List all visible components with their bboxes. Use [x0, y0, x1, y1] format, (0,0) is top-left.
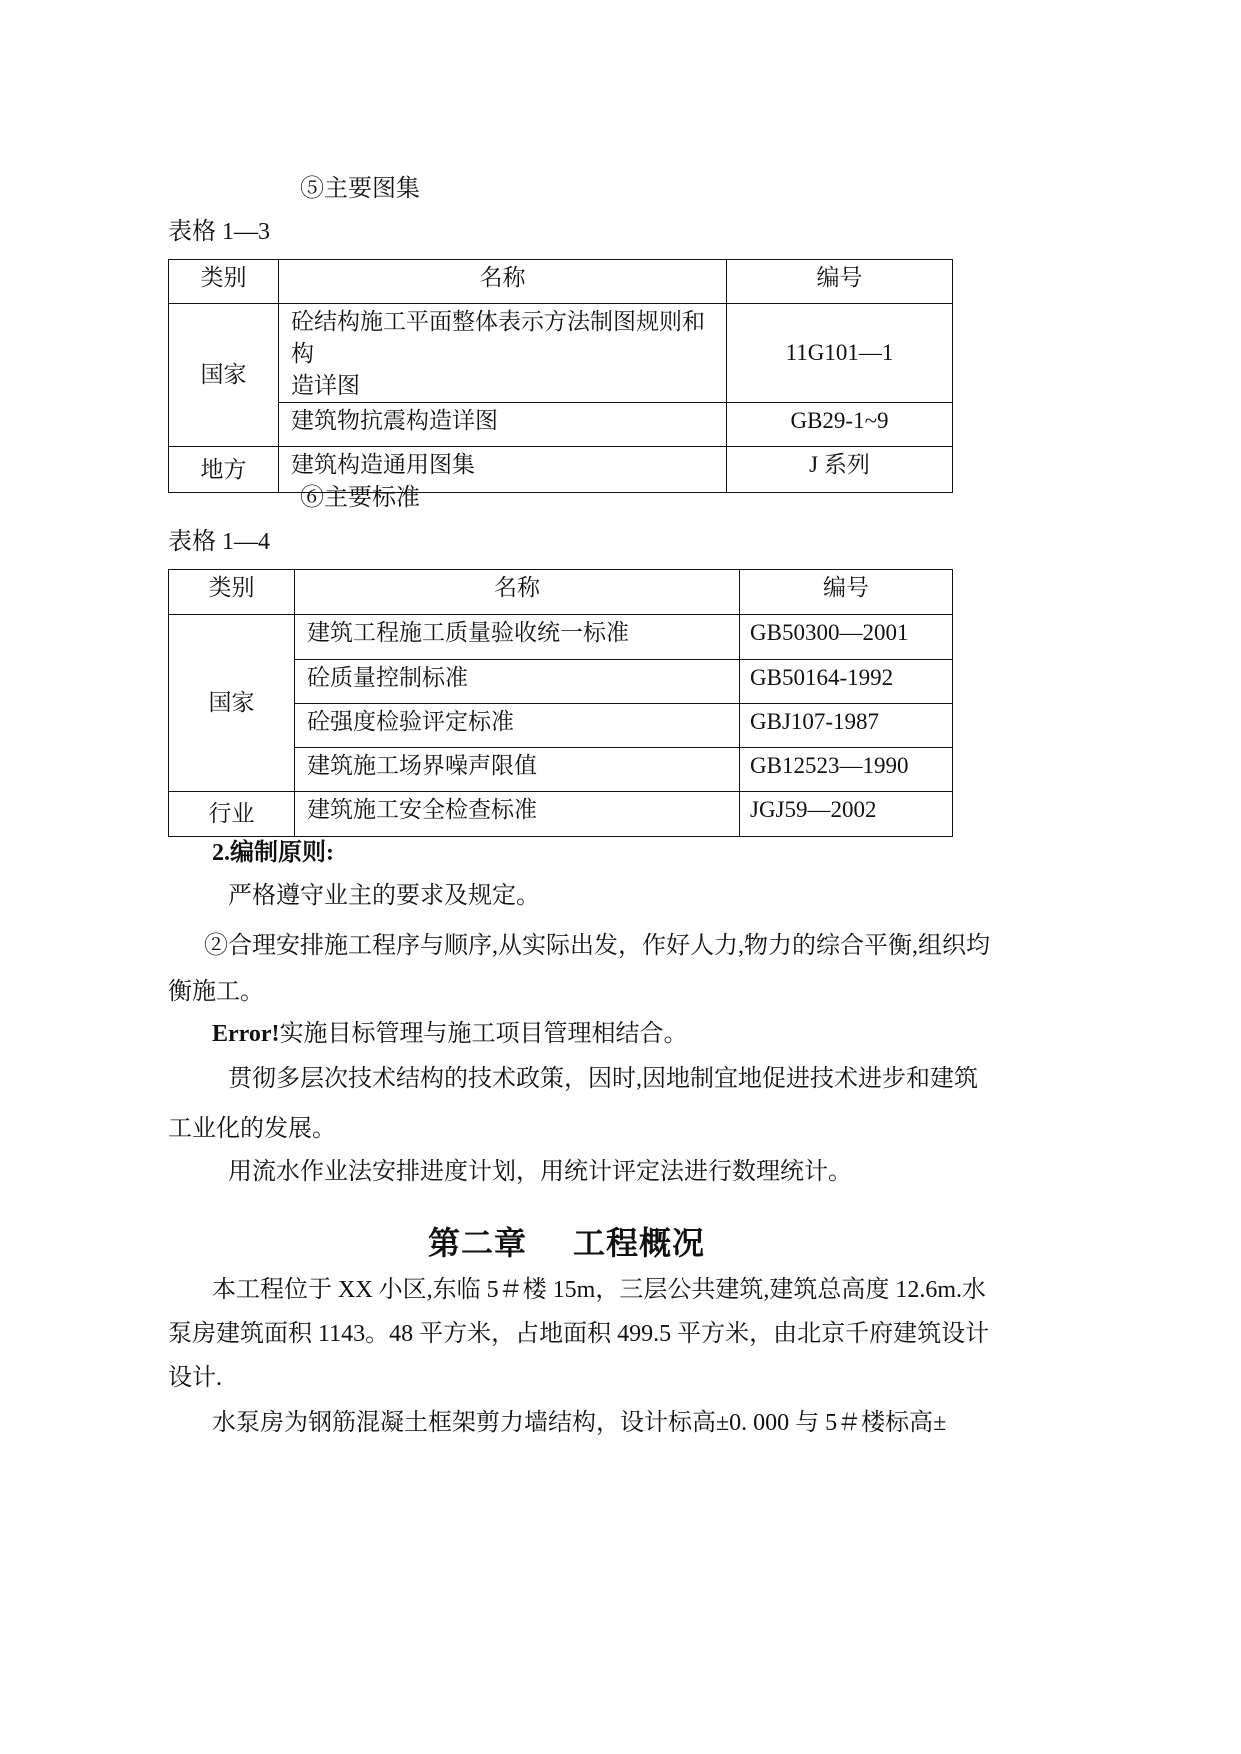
table-header-row — [169, 570, 953, 615]
header-code: 编号 — [740, 570, 953, 615]
principle-paragraph: 贯彻多层次技术结构的技术政策，因时,因地制宜地促进技术进步和建筑 — [228, 1066, 978, 1092]
code-cell: GB12523—1990 — [740, 748, 953, 792]
section5-heading: ⑤主要图集 — [300, 176, 420, 202]
code-cell: JGJ59—2002 — [740, 792, 953, 837]
name-cell: 砼质量控制标准 — [295, 660, 740, 704]
principle-paragraph: 衡施工。 — [168, 979, 264, 1005]
name-cell: 砼强度检验评定标准 — [295, 704, 740, 748]
code-cell: GB50300—2001 — [740, 615, 953, 660]
code-cell: 11G101—1 — [727, 304, 953, 403]
name-cell: 建筑工程施工质量验收统一标准 — [295, 615, 740, 660]
code-cell: GB50164-1992 — [740, 660, 953, 704]
principle-paragraph — [212, 1019, 688, 1049]
overview-paragraph: 本工程位于 XX 小区,东临 5＃楼 15m，三层公共建筑,建筑总高度 12.6m.水 — [212, 1277, 986, 1303]
overview-paragraph: 水泵房为钢筋混凝土框架剪力墙结构，设计标高±0. 000 与 5＃楼标高± — [212, 1410, 947, 1436]
error-text: Error! — [212, 1021, 280, 1047]
name-line: 造详图 — [291, 373, 360, 398]
name-line: 砼结构施工平面整体表示方法制图规则和构 — [291, 309, 705, 366]
table4-caption: 表格 1—4 — [168, 529, 270, 555]
category-cell: 国家 — [169, 304, 279, 447]
table-row — [169, 403, 953, 447]
principles-heading: 2.编制原则: — [212, 840, 334, 866]
table-1-3 — [168, 259, 953, 493]
name-cell: 建筑构造通用图集 — [279, 447, 727, 493]
principle-paragraph: ②合理安排施工程序与顺序,从实际出发，作好人力,物力的综合平衡,组织均 — [204, 933, 990, 959]
table-row — [169, 792, 953, 837]
header-category: 类别 — [169, 260, 279, 304]
table-row — [169, 615, 953, 660]
category-cell: 行业 — [169, 792, 295, 837]
principle-paragraph: 严格遵守业主的要求及规定。 — [228, 883, 540, 909]
header-category: 类别 — [169, 570, 295, 615]
header-name: 名称 — [295, 570, 740, 615]
chapter-title — [428, 1218, 705, 1264]
name-cell: 建筑施工安全检查标准 — [295, 792, 740, 837]
header-name: 名称 — [279, 260, 727, 304]
principle-paragraph: 用流水作业法安排进度计划，用统计评定法进行数理统计。 — [228, 1159, 852, 1185]
principle-text: 实施目标管理与施工项目管理相结合。 — [279, 1021, 688, 1047]
principle-paragraph: 工业化的发展。 — [168, 1116, 336, 1142]
overview-paragraph: 泵房建筑面积 1143。48 平方米，占地面积 499.5 平方米，由北京千府建筑设计 — [168, 1321, 990, 1347]
table-row — [169, 447, 953, 493]
table-header-row — [169, 260, 953, 304]
table3-caption: 表格 1—3 — [168, 219, 270, 245]
name-cell: 建筑物抗震构造详图 — [279, 403, 727, 447]
code-cell: J 系列 — [727, 447, 953, 493]
category-cell: 国家 — [169, 615, 295, 792]
code-cell: GB29-1~9 — [727, 403, 953, 447]
table-1-4 — [168, 569, 953, 837]
section6-heading: ⑥主要标准 — [300, 485, 420, 511]
chapter-name: 工程概况 — [573, 1225, 706, 1261]
category-cell: 地方 — [169, 447, 279, 493]
chapter-number: 第二章 — [428, 1225, 528, 1261]
table-row — [169, 304, 953, 403]
header-code: 编号 — [727, 260, 953, 304]
name-cell — [279, 304, 727, 403]
name-cell: 建筑施工场界噪声限值 — [295, 748, 740, 792]
overview-paragraph: 设计. — [168, 1365, 222, 1391]
code-cell: GBJ107-1987 — [740, 704, 953, 748]
